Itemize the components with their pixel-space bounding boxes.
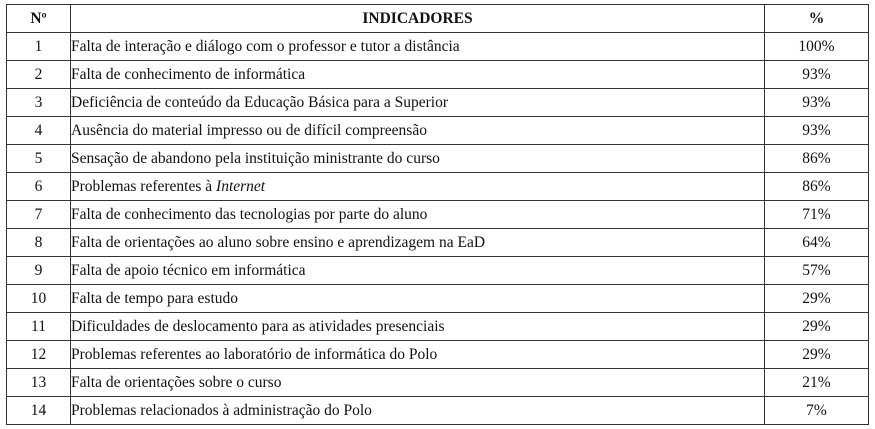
header-number: Nº [7,5,71,33]
row-indicator [71,61,765,89]
row-number: 12 [7,341,71,369]
row-percent: 86% [765,173,869,201]
row-indicator [71,33,765,61]
indicator-text: Falta de tempo para estudo [71,290,239,307]
indicator-text: Falta de apoio técnico em informática [71,262,306,279]
row-indicator [71,145,765,173]
table-row [7,117,869,145]
indicator-emphasis: Internet [216,178,266,195]
indicators-table [6,4,869,425]
row-indicator [71,257,765,285]
indicator-text: Problemas referentes ao laboratório de informática do Polo [71,346,438,363]
row-percent: 93% [765,89,869,117]
row-indicator [71,313,765,341]
row-indicator [71,173,765,201]
table-row [7,229,869,257]
row-percent: 64% [765,229,869,257]
row-percent: 93% [765,117,869,145]
row-percent: 100% [765,33,869,61]
indicator-text: Falta de interação e diálogo com o professor e tutor a distância [71,38,460,55]
row-number: 14 [7,397,71,425]
indicator-text: Sensação de abandono pela instituição ministrante do curso [71,150,440,167]
indicator-text: Falta de conhecimento de informática [71,66,306,83]
row-percent: 7% [765,397,869,425]
row-number: 4 [7,117,71,145]
row-percent: 21% [765,369,869,397]
row-percent: 29% [765,341,869,369]
table-row [7,257,869,285]
row-number: 7 [7,201,71,229]
row-number: 9 [7,257,71,285]
table-row [7,341,869,369]
row-indicator [71,285,765,313]
table-row [7,201,869,229]
table-row [7,397,869,425]
row-percent: 29% [765,313,869,341]
row-indicator [71,341,765,369]
table-row [7,89,869,117]
indicator-text: Problemas referentes à [71,178,213,195]
row-indicator [71,397,765,425]
row-indicator [71,369,765,397]
row-number: 10 [7,285,71,313]
row-indicator [71,229,765,257]
row-number: 1 [7,33,71,61]
row-indicator [71,201,765,229]
indicator-text: Ausência do material impresso ou de difícil compreensão [71,122,427,139]
indicator-text: Deficiência de conteúdo da Educação Básica para a Superior [71,94,448,111]
table-row [7,313,869,341]
row-percent: 86% [765,145,869,173]
indicator-text: Falta de orientações sobre o curso [71,374,282,391]
row-indicator [71,117,765,145]
row-number: 6 [7,173,71,201]
table-row [7,61,869,89]
indicator-text: Dificuldades de deslocamento para as atividades presenciais [71,318,445,335]
row-number: 8 [7,229,71,257]
row-number: 2 [7,61,71,89]
row-indicator [71,89,765,117]
table-row [7,145,869,173]
row-percent: 57% [765,257,869,285]
row-number: 11 [7,313,71,341]
indicator-text: Problemas relacionados à administração do Polo [71,402,372,419]
table-header [7,5,869,33]
table-row [7,285,869,313]
table-row [7,33,869,61]
row-percent: 29% [765,285,869,313]
table-row [7,173,869,201]
row-number: 3 [7,89,71,117]
table-row [7,369,869,397]
table-body [7,33,869,425]
row-percent: 71% [765,201,869,229]
row-percent: 93% [765,61,869,89]
header-indicator: INDICADORES [71,5,765,33]
row-number: 13 [7,369,71,397]
indicator-text: Falta de conhecimento das tecnologias por parte do aluno [71,206,428,223]
row-number: 5 [7,145,71,173]
header-percent: % [765,5,869,33]
header-row [7,5,869,33]
indicator-text: Falta de orientações ao aluno sobre ensino e aprendizagem na EaD [71,234,486,251]
